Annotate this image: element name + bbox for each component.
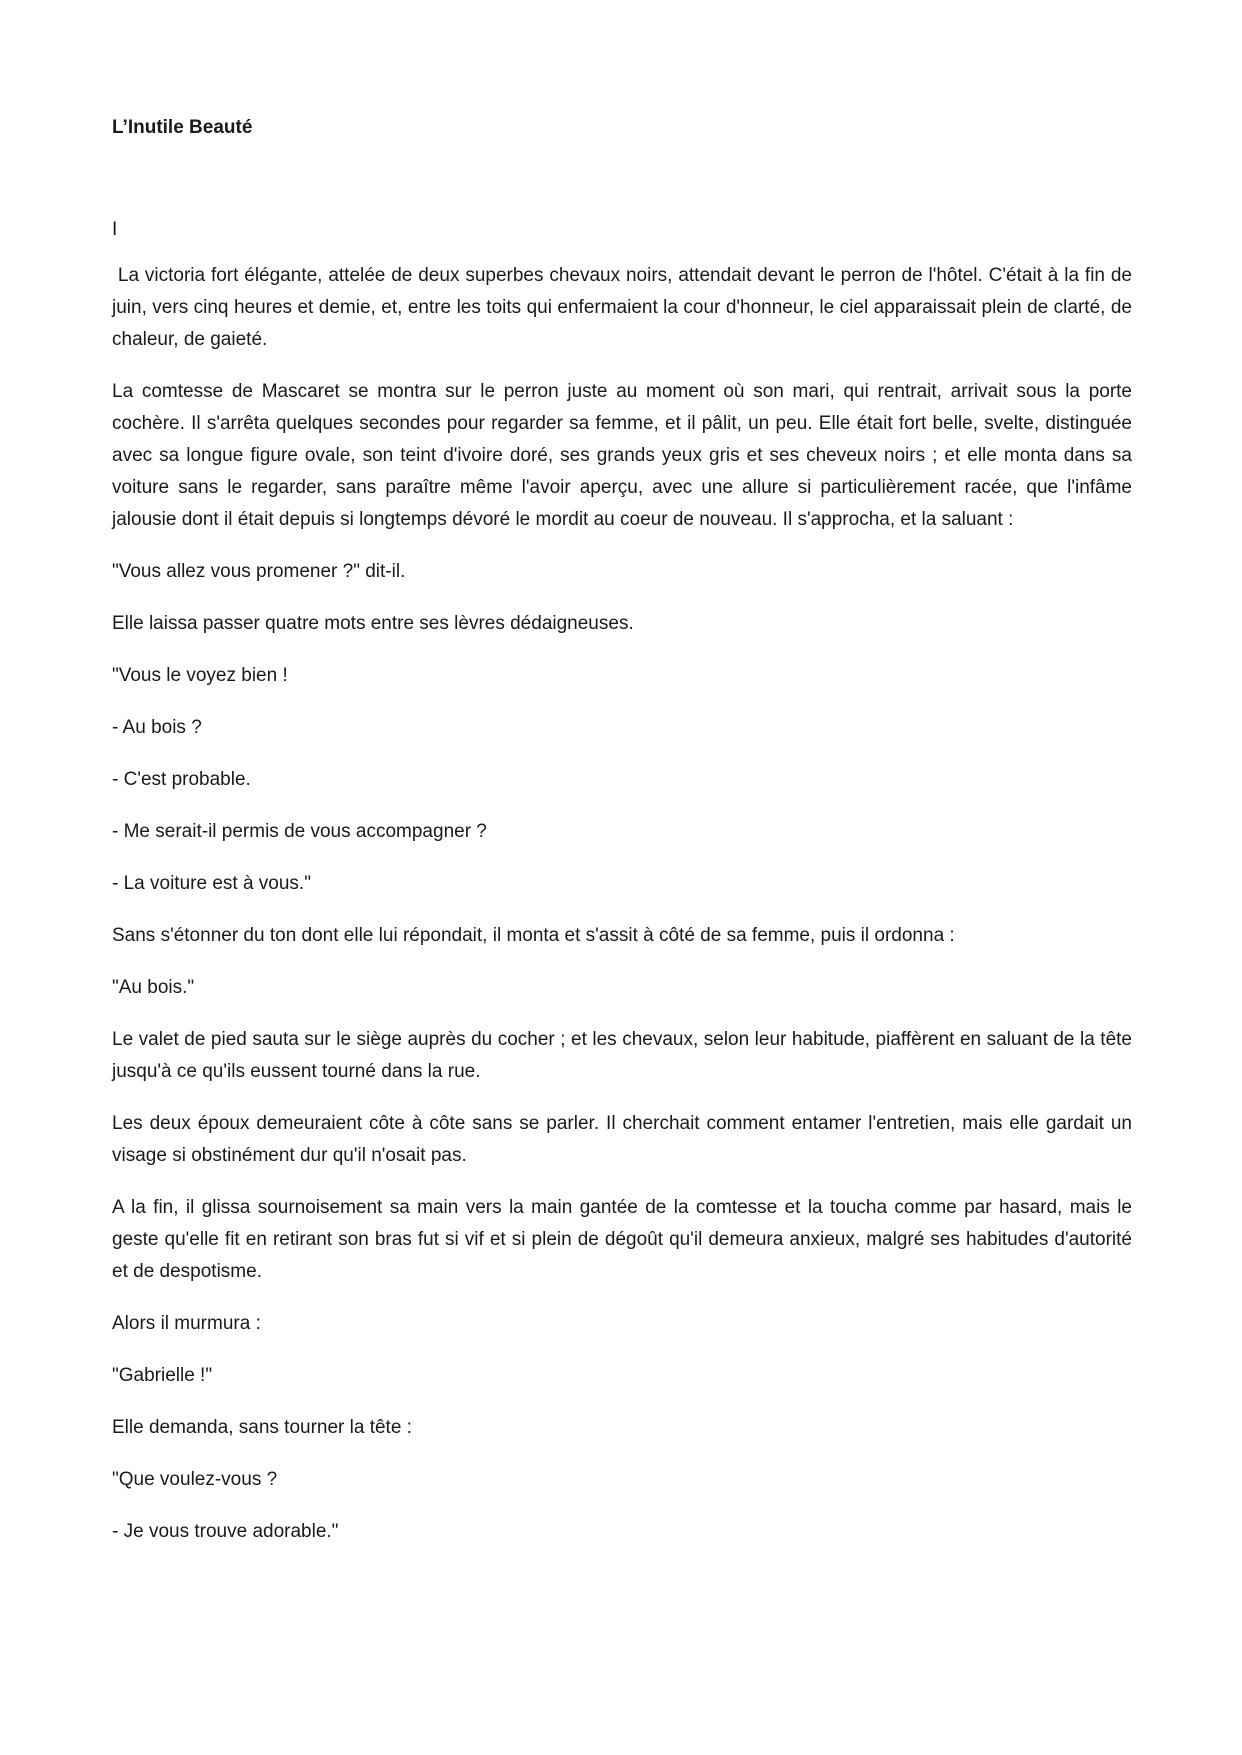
paragraph: "Gabrielle !"	[112, 1365, 213, 1386]
document-title: L’Inutile Beauté	[112, 117, 253, 138]
paragraph: La comtesse de Mascaret se montra sur le perron juste au moment où son mari, qui rentrait, arrivait sous la porte cochère. Il s'arrêta quelques secondes pour regarder sa femme, et il pâlit, un peu. Elle était fort belle, svelte, distinguée avec sa longue figure ovale, son teint d'ivoire doré, ses grands yeux gris et ses cheveux noirs ; et elle monta dans sa voiture sans le regarder, sans paraître même l'avoir aperçu, avec une allure si particulièrement racée, que l'infâme jalousie dont il était depuis si longtemps dévoré le mordit au coeur de nouveau. Il s'approcha, et la saluant :	[112, 381, 1132, 530]
paragraph: Le valet de pied sauta sur le siège auprès du cocher ; et les chevaux, selon leur habitude, piaffèrent en saluant de la tête jusqu'à ce qu'ils eussent tourné dans la rue.	[112, 1029, 1132, 1082]
paragraph: Alors il murmura :	[112, 1313, 261, 1334]
paragraph: "Que voulez-vous ?	[112, 1469, 278, 1490]
paragraph: - C'est probable.	[112, 769, 251, 790]
paragraph: - Je vous trouve adorable."	[112, 1521, 339, 1542]
paragraph: Sans s'étonner du ton dont elle lui répondait, il monta et s'assit à côté de sa femme, puis il ordonna :	[112, 925, 955, 946]
paragraph: "Vous allez vous promener ?" dit-il.	[112, 561, 406, 582]
document-page	[112, 112, 1138, 1548]
paragraph: - La voiture est à vous."	[112, 873, 311, 894]
paragraph: La victoria fort élégante, attelée de deux superbes chevaux noirs, attendait devant le perron de l'hôtel. C'était à la fin de juin, vers cinq heures et demie, et, entre les toits qui enfermaient la cour d'honneur, le ciel apparaissait plein de clarté, de chaleur, de gaieté.	[112, 265, 1138, 350]
paragraph: - Au bois ?	[112, 717, 202, 738]
paragraph: Les deux époux demeuraient côte à côte sans se parler. Il cherchait comment entamer l'entretien, mais elle gardait un visage si obstinément dur qu'il n'osait pas.	[112, 1113, 1132, 1166]
paragraph: "Au bois."	[112, 977, 195, 998]
paragraph: Elle laissa passer quatre mots entre ses lèvres dédaigneuses.	[112, 613, 634, 634]
paragraph: Elle demanda, sans tourner la tête :	[112, 1417, 412, 1438]
chapter-number: I	[112, 219, 118, 240]
paragraph: A la fin, il glissa sournoisement sa main vers la main gantée de la comtesse et la toucha comme par hasard, mais le geste qu'elle fit en retirant son bras fut si vif et si plein de dégoût qu'il demeura anxieux, malgré ses habitudes d'autorité et de despotisme.	[112, 1197, 1132, 1282]
paragraph: - Me serait-il permis de vous accompagner ?	[112, 821, 487, 842]
paragraph: "Vous le voyez bien !	[112, 665, 288, 686]
